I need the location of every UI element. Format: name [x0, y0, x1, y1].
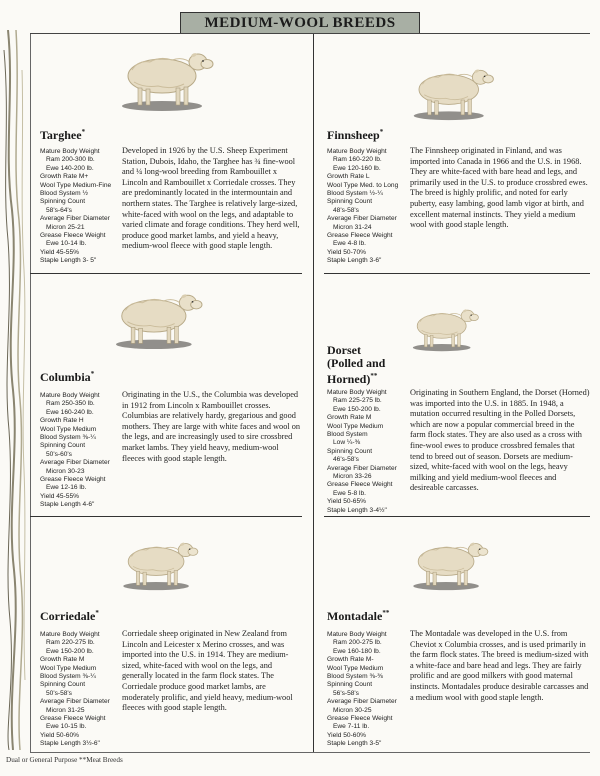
spec-line: Grease Fleece Weight — [327, 715, 393, 723]
row-divider — [324, 516, 590, 517]
spec-line: Ewe 10-15 lb. — [46, 723, 87, 731]
page-title-banner — [180, 12, 420, 34]
spec-line: Spinning Count — [40, 198, 86, 206]
breed-name-text: Finnsheep — [327, 128, 380, 142]
spec-line: 46's-58's — [333, 456, 359, 464]
spec-line: Growth Rate M- — [327, 656, 374, 664]
spec-line: Average Fiber Diameter — [40, 459, 110, 467]
sheep-illustration — [410, 300, 482, 352]
spec-line: Ram 220-275 lb. — [46, 639, 95, 647]
spec-line: Ewe 150-200 lb. — [333, 405, 381, 413]
spec-line: Average Fiber Diameter — [327, 464, 397, 472]
spec-line: Growth Rate L — [327, 173, 370, 181]
spec-line: Yield 50-60% — [40, 731, 79, 739]
spec-line: Wool Type Med. to Long — [327, 181, 399, 189]
breed-name-text: Montadale — [327, 609, 383, 623]
decorative-left-border — [0, 30, 30, 750]
spec-line: 50's-58's — [46, 689, 72, 697]
breed-purpose-mark: ** — [370, 372, 378, 380]
spec-line: Blood System ½ — [40, 190, 89, 198]
breed-purpose-mark: ** — [382, 609, 390, 617]
row-divider — [324, 273, 590, 274]
spec-line: Micron 30-25 — [333, 706, 372, 714]
breed-specs — [327, 389, 405, 515]
bottom-rule — [30, 752, 590, 753]
breed-purpose-mark: * — [95, 609, 99, 617]
sheep-image — [120, 532, 202, 596]
breed-name — [40, 607, 99, 623]
breed-specs — [40, 631, 118, 749]
spec-line: Staple Length 3½-6" — [40, 740, 100, 748]
spec-line: Grease Fleece Weight — [40, 232, 106, 240]
spec-line: Ewe 150-200 lb. — [46, 647, 94, 655]
spec-line: Wool Type Medium — [327, 422, 384, 430]
spec-line: Micron 31-24 — [333, 223, 372, 231]
spec-line: Yield 45-55% — [40, 248, 79, 256]
breed-description: Developed in 1926 by the U.S. Sheep Experiment Station, Dubois, Idaho, the Targhee has ¾ fine-wool and ¼ long-wool breeding from Rambouillet x Lincoln and Rambouillet x Corriedale crosses. They are predominantly located in the intermountain and northern states. The Targhee is relatively large-sized, white-faced with wool on the legs, and adaptable to varied climate and forage conditions. They herd well, produce good market lambs, and yield a heavy, medium-wool fleece with good staple length. — [122, 146, 300, 251]
spec-line: Yield 50-60% — [327, 731, 366, 739]
spec-line: Micron 25-21 — [46, 223, 85, 231]
spec-line: Grease Fleece Weight — [327, 481, 393, 489]
column-divider — [313, 34, 314, 752]
spec-line: Wool Type Medium — [40, 425, 97, 433]
breed-purpose-mark: * — [81, 128, 86, 136]
spec-line: Spinning Count — [40, 442, 86, 450]
spec-line: 56's-58's — [333, 689, 359, 697]
breed-specs — [327, 148, 405, 266]
breed-specs — [327, 631, 405, 749]
breed-purpose-mark: * — [379, 128, 384, 136]
breed-description: The Finnsheep originated in Finland, and was imported into Canada in 1966 and the U.S. in 1968. They are white-faced with bare head and legs, and primarily used in the U.S. to produce crossbred ewes. The breed is highly prolific, and noted for early puberty, easy lambing, good lamb vigor at birth, and excellent maternal instincts. They yield a medium wool with good staple length. — [410, 146, 588, 230]
spec-line: Ewe 160-240 lb. — [46, 408, 94, 416]
spec-line: Staple Length 3- 5" — [40, 257, 97, 265]
sheep-image — [410, 58, 498, 126]
spec-line: Spinning Count — [327, 681, 373, 689]
breed-description: Originating in Southern England, the Dorset (Horned) was imported into the U.S. in 1885. In 1948, a mutation occurred resulting in the Polled Dorsets, which are now a popular commercial breed in the farm flock states. They are also used as a cross with fine-wool ewes to produce crossbred females that tend to breed out of season. Dorsets are medium-sized, white-faced with wool on the legs, heavy milking and yield medium-wool fleeces and desireable carcasses. — [410, 388, 590, 493]
spec-line: Blood System ⅜-¼ — [40, 673, 96, 681]
sheep-illustration — [410, 58, 498, 121]
spec-line: Mature Body Weight — [40, 148, 100, 155]
sheep-illustration — [112, 282, 207, 350]
spec-line: 50's-60's — [46, 450, 72, 458]
spec-line: Growth Rate M — [40, 656, 85, 664]
spec-line: Average Fiber Diameter — [327, 215, 397, 223]
sheep-image — [112, 282, 207, 355]
breed-name — [327, 126, 383, 142]
spec-line: Ewe 7-11 lb. — [333, 723, 370, 731]
spec-line: Ewe 160-180 lb. — [333, 647, 381, 655]
spec-line: Grease Fleece Weight — [40, 715, 106, 723]
sheep-illustration — [410, 532, 492, 591]
spec-line: Mature Body Weight — [40, 631, 100, 638]
breed-description: Corriedale sheep originated in New Zealand from Lincoln and Leicester x Merino crosses, and was imported into the U.S. in 1914. They are medium-sized, white-faced with wool on the legs, and generally located in the farm flock states. The Corriedale produce good market lambs, are moderately prolific, and yield heavy, medium-wool fleeces with good staple length. — [122, 629, 293, 713]
spec-line: Growth Rate M — [327, 414, 372, 422]
sheep-illustration — [120, 532, 202, 591]
breed-name — [327, 344, 385, 386]
spec-line: Average Fiber Diameter — [40, 698, 110, 706]
spec-line: Staple Length 4-6" — [40, 501, 95, 509]
spec-line: Spinning Count — [40, 681, 86, 689]
breed-description: Originating in the U.S., the Columbia was developed in 1912 from Lincoln x Rambouillet crosses. Columbias are relatively hardy, gregarious and good mothers. They are large with white faces and wool on the legs, and are increasingly used to sire crossbred market lambs. They yield heavy, medium-wool fleeces with good staple length. — [122, 390, 301, 463]
spec-line: Wool Type Medium-Fine — [40, 181, 112, 189]
breed-name-text: Dorset (Polled and Horned) — [327, 343, 386, 386]
spec-line: Average Fiber Diameter — [40, 215, 110, 223]
spec-line: Mature Body Weight — [40, 392, 100, 399]
sheep-image — [410, 532, 492, 596]
spec-line: Staple Length 3-4½" — [327, 506, 387, 514]
spec-line: Ram 160-220 lb. — [333, 156, 382, 164]
breed-name-text: Columbia — [40, 370, 91, 384]
spec-line: Ewe 140-200 lb. — [46, 164, 94, 172]
sheep-illustration — [118, 40, 218, 112]
page-title: MEDIUM-WOOL BREEDS — [204, 14, 396, 31]
spec-line: Blood System — [327, 431, 368, 439]
spec-line: Ewe 12-16 lb. — [46, 484, 87, 492]
spec-line: Average Fiber Diameter — [327, 698, 397, 706]
spec-line: Mature Body Weight — [327, 148, 387, 155]
breed-name — [40, 368, 94, 384]
breed-name — [327, 607, 389, 623]
spec-line: Ram 225-275 lb. — [333, 397, 382, 405]
spec-line: Grease Fleece Weight — [40, 476, 106, 484]
spec-line: Spinning Count — [327, 447, 373, 455]
breed-purpose-mark: * — [90, 370, 95, 378]
spec-line: Ewe 4-8 lb. — [333, 240, 366, 248]
spec-line: Mature Body Weight — [327, 631, 387, 638]
sheep-image — [410, 300, 482, 357]
spec-line: Wool Type Medium — [327, 664, 384, 672]
spec-line: Spinning Count — [327, 198, 373, 206]
spec-line: Staple Length 3-5" — [327, 740, 382, 748]
spec-line: Growth Rate H — [40, 417, 84, 425]
spec-line: Yield 50-70% — [327, 248, 366, 256]
sheep-image — [118, 40, 218, 117]
spec-line: 58's-64's — [46, 206, 72, 214]
header-rule — [30, 33, 590, 34]
breed-name-text: Targhee — [40, 128, 82, 142]
spec-line: Staple Length 3-6" — [327, 257, 382, 265]
spec-line: Blood System ½-¼ — [327, 190, 383, 198]
breed-description: The Montadale was developed in the U.S. from Cheviot x Columbia crosses, and is used primarily in the farm flock states. The breed is medium-sized with a white-face and bare head and legs. They are fairly prolific and are good milkers with good maternal instincts. Montadales produce desirable carcasses and a medium wool with good staple length. — [410, 629, 589, 702]
spec-line: Ewe 5-8 lb. — [333, 489, 366, 497]
breed-specs — [40, 148, 118, 266]
spec-line: Ewe 120-160 lb. — [333, 164, 381, 172]
spec-line: Ram 200-275 lb. — [333, 639, 382, 647]
breed-name-text: Corriedale — [40, 609, 96, 623]
spec-line: Ewe 10-14 lb. — [46, 240, 87, 248]
spec-line: Wool Type Medium — [40, 664, 97, 672]
spec-line: Ram 250-350 lb. — [46, 400, 95, 408]
spec-line: Low ¼-⅜ — [333, 439, 361, 447]
footnote: Dual or General Purpose **Meat Breeds — [6, 756, 123, 764]
left-rule — [30, 34, 31, 752]
breed-specs — [40, 392, 118, 510]
spec-line: Micron 30-23 — [46, 467, 85, 475]
breed-name — [40, 126, 85, 142]
spec-line: Blood System ⅜-⅜ — [327, 673, 383, 681]
spec-line: 48's-58's — [333, 206, 359, 214]
spec-line: Ram 200-300 lb. — [46, 156, 95, 164]
spec-line: Mature Body Weight — [327, 389, 387, 396]
spec-line: Yield 50-65% — [327, 498, 366, 506]
spec-line: Micron 33-26 — [333, 473, 372, 481]
row-divider — [30, 516, 302, 517]
spec-line: Growth Rate M+ — [40, 173, 89, 181]
spec-line: Grease Fleece Weight — [327, 232, 393, 240]
spec-line: Yield 45-55% — [40, 492, 79, 500]
row-divider — [30, 273, 302, 274]
spec-line: Blood System ⅜-¼ — [40, 434, 96, 442]
spec-line: Micron 31-25 — [46, 706, 85, 714]
